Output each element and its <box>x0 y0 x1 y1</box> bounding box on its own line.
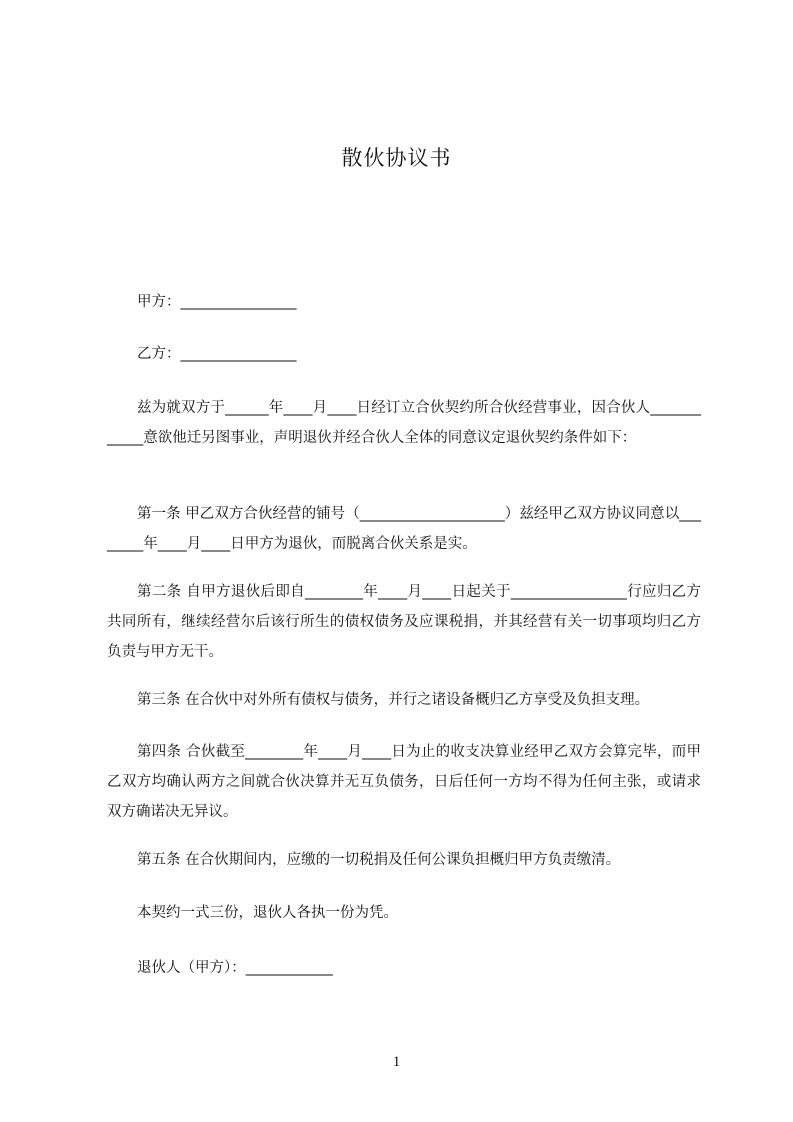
page-number: 1 <box>392 1054 401 1070</box>
article-5: 第五条 在合伙期间内，应缴的一切税捐及任何公课负担概归甲方负责缴清。 <box>137 852 621 868</box>
article-2: 第二条 自甲方退伙后即自________年____月____日起关于________________行应归乙方共同所有，继续经营尔后该行所生的债权债务及应课税捐，并其经营有关一切事项均归乙方负责与甲方无干。 <box>107 584 701 660</box>
signature-party-a: 退伙人（甲方）：____________ <box>137 960 333 976</box>
document-title: 散伙协议书 <box>341 146 452 170</box>
copies-clause: 本契约一式三份，退伙人各执一份为凭。 <box>137 905 398 921</box>
party-b-line: 乙方：________________ <box>137 346 297 362</box>
article-4: 第四条 合伙截至________年____月____日为止的收支决算业经甲乙双方会算完毕，而甲乙双方均确认两方之间就合伙决算并无互负债务，日后任何一方均不得为任何主张，或请求双方确诺决无异议。 <box>107 744 701 820</box>
article-1: 第一条 甲乙双方合伙经营的铺号（____________________）兹经甲乙双方协议同意以________年____月____日甲方为退伙，而脱离合伙关系是实。 <box>107 506 701 552</box>
intro-paragraph: 兹为就双方于______年____月____日经订立合伙契约所合伙经营事业，因合伙人____________意欲他迁另图事业，声明退伙并经合伙人全体的同意议定退伙契约条件如下： <box>107 400 701 446</box>
article-3: 第三条 在合伙中对外所有债权与债务，并行之诸设备概归乙方享受及负担支理。 <box>137 692 650 708</box>
party-a-line: 甲方：________________ <box>137 294 297 310</box>
